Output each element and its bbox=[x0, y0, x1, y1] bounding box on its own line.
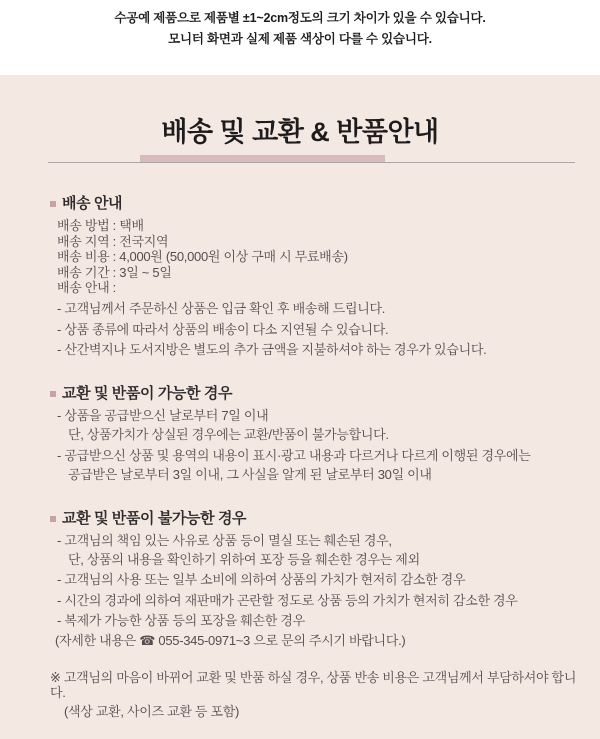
handmade-size-notice bbox=[0, 0, 600, 75]
shipping-exchange-panel bbox=[0, 75, 600, 739]
text-line: - 고객님의 사용 또는 일부 소비에 의하여 상품의 가치가 현저히 감소한 경우 bbox=[57, 572, 466, 587]
page-title: 배송 및 교환 & 반품안내 bbox=[161, 117, 439, 147]
text-line: 공급받은 날로부터 3일 이내, 그 사실을 알게 된 날로부터 30일 이내 bbox=[68, 466, 432, 482]
notice-line-size: 수공예 제품으로 제품별 ±1~2cm정도의 크기 차이가 있을 수 있습니다. bbox=[114, 11, 486, 25]
text-line: - 공급받으신 상품 및 용역의 내용이 표시·광고 내용과 다르거나 다르게 이행된 경우에는 bbox=[57, 447, 531, 463]
text-line: 배송 안내 : bbox=[57, 280, 116, 295]
text-line: (자세한 내용은 ☎ 055-345-0971~3 으로 문의 주시기 바랍니다.) bbox=[55, 633, 406, 648]
text-line: - 상품 종류에 따라서 상품의 배송이 다소 지연될 수 있습니다. bbox=[57, 321, 389, 337]
section-shipping-info bbox=[50, 196, 585, 357]
square-bullet-icon bbox=[50, 516, 56, 522]
text-line: - 복제가 가능한 상품 등의 포장을 훼손한 경우 bbox=[57, 613, 305, 628]
text-line: - 상품을 공급받으신 날로부터 7일 이내 bbox=[57, 408, 269, 423]
text-line: - 고객님의 책임 있는 사유로 상품 등이 멸실 또는 훼손된 경우, bbox=[57, 532, 392, 548]
title-divider bbox=[48, 155, 575, 163]
notice-line-color: 모니터 화면과 실제 제품 색상이 다를 수 있습니다. bbox=[168, 32, 432, 46]
square-bullet-icon bbox=[50, 201, 56, 207]
info-sections bbox=[0, 163, 600, 648]
text-line: 배송 기간 : 3일 ~ 5일 bbox=[57, 264, 172, 280]
text-line: - 시간의 경과에 의하여 재판매가 곤란할 정도로 상품 등의 가치가 현저히 감소한 경우 bbox=[57, 592, 518, 608]
section-title: 배송 안내 bbox=[62, 195, 123, 212]
text-line: 단, 상품가치가 상실된 경우에는 교환/반품이 불가능합니다. bbox=[68, 427, 389, 442]
text-line: 배송 지역 : 전국지역 bbox=[57, 233, 169, 249]
section-heading bbox=[50, 196, 585, 212]
text-line: 단, 상품의 내용을 확인하기 위하여 포장 등을 훼손한 경우는 제외 bbox=[68, 551, 420, 567]
text-line: - 산간벽지나 도서지방은 별도의 추가 금액을 지불하셔야 하는 경우가 있습니다. bbox=[57, 342, 487, 357]
return-cost-note bbox=[0, 648, 600, 719]
square-bullet-icon bbox=[50, 391, 56, 397]
section-exchange-impossible bbox=[50, 511, 585, 649]
section-title: 교환 및 반품이 불가능한 경우 bbox=[62, 509, 247, 527]
section-exchange-possible bbox=[50, 386, 585, 482]
text-line: (색상 교환, 사이즈 교환 등 포함) bbox=[64, 703, 240, 719]
text-line: 배송 비용 : 4,000원 (50,000원 이상 구매 시 무료배송) bbox=[57, 249, 348, 264]
text-line: ※ 고객님의 마음이 바뀌어 교환 및 반품 하실 경우, 상품 반송 비용은 고객님께서 부담하셔야 합니다. bbox=[50, 669, 577, 700]
text-line: - 고객님께서 주문하신 상품은 입금 확인 후 배송해 드립니다. bbox=[57, 301, 386, 316]
text-line: 배송 방법 : 택배 bbox=[57, 218, 144, 233]
section-heading bbox=[50, 386, 585, 402]
section-heading bbox=[50, 511, 585, 527]
section-title: 교환 및 반품이 가능한 경우 bbox=[62, 385, 233, 402]
divider-thin-line bbox=[48, 162, 575, 163]
divider-accent-bar bbox=[140, 155, 385, 162]
